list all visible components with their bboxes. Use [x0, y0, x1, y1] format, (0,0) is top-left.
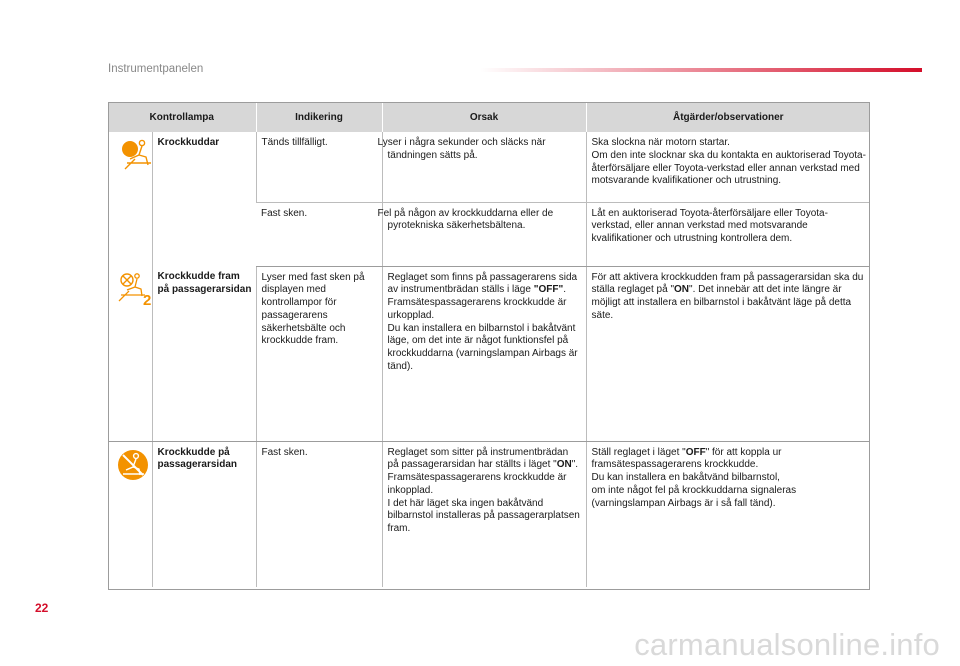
indication-cell: Lyser med fast sken på displayen med kontrollampor för passagerarens säkerhetsbälte och krockkudde fram. [256, 266, 382, 441]
action-text: ". Det innebär att det inte längre är möjligt att installera en bilbarnstol i bakåtvänt läge på detta säte. [591, 284, 852, 321]
indication-cell: Tänds tillfälligt. [256, 132, 382, 202]
cause-line: I det här läget ska ingen bakåtvänd bilbarnstol installeras på passagerarplatsen fram. [387, 497, 580, 535]
watermark: carmanualsonline.info [634, 627, 940, 662]
cause-cell: Fel på någon av krockkuddarna eller de pyrotekniska säkerhetsbältena. [382, 202, 586, 266]
action-line: Du kan installera en bakåtvänd bilbarnstol, [591, 472, 780, 484]
action-cell [586, 266, 870, 441]
passenger-airbag-off-icon [115, 271, 155, 307]
passenger-airbag-on-icon [115, 447, 155, 487]
table-row [108, 266, 870, 441]
warning-lamp-table [108, 102, 870, 587]
table-row [108, 132, 870, 202]
action-line: om inte något fel på krockkuddarna signaleras (varningslampan Airbags är i så fall tänd). [591, 484, 797, 509]
action-line: Ska slockna när motorn startar. [591, 137, 730, 148]
action-cell [586, 441, 870, 587]
indication-cell: Fast sken. [256, 441, 382, 587]
cause-line: Du kan installera en bilbarnstol i bakåtvänt läge, om det inte är något funktionsfel på krockkuddarna (varningslampan Airbags är tänd). [387, 322, 578, 373]
action-text: För att aktivera krockkudden fram på passagerarsidan ska du ställa reglaget på " [591, 271, 864, 296]
airbag-warning-icon [115, 137, 155, 173]
cause-text: Reglaget som finns på passagerarens sida av instrumentbrädan ställs i läge [387, 271, 578, 296]
page-number: 22 [35, 601, 49, 615]
col-header-indication: Indikering [256, 102, 382, 132]
lamp-name: Krockkudde på passagerarsidan [152, 441, 256, 587]
action-line: Om den inte slocknar ska du kontakta en auktoriserad Toyota-återförsäljare eller Toyota-verkstad eller annan verkstad med motsvarande kvalifikationer och utrustning. [591, 149, 866, 187]
lamp-icon-cell [108, 441, 152, 587]
action-text: Ställ reglaget i läget " [591, 446, 686, 458]
section-title: Instrumentpanelen [108, 63, 204, 75]
cause-text: . [563, 284, 566, 296]
col-header-cause: Orsak [382, 102, 586, 132]
cause-switch-state: "OFF" [533, 284, 564, 296]
col-header-action: Åtgärder/observationer [586, 102, 870, 132]
action-text: " för att koppla ur framsätespassagerarens krockkudde. [591, 446, 782, 471]
cause-switch-state: ON [556, 459, 572, 471]
cause-cell [382, 441, 586, 587]
action-switch-state: OFF [685, 446, 706, 458]
lamp-name: Krockkuddar [152, 132, 256, 266]
cause-text: ". [571, 459, 579, 471]
action-cell [586, 132, 870, 202]
action-cell: Låt en auktoriserad Toyota-återförsäljare eller Toyota-verkstad, eller annan verkstad med motsvarande kvalifikationer och utrustning kontrollera dem. [586, 202, 870, 266]
table-header-row [108, 102, 870, 132]
lamp-icon-cell [108, 132, 152, 266]
svg-text:2: 2 [143, 292, 152, 307]
col-header-lamp: Kontrollampa [108, 102, 256, 132]
table-row [108, 441, 870, 587]
indication-cell: Fast sken. [256, 202, 382, 266]
lamp-name: Krockkudde fram på passagerarsidan [152, 266, 256, 441]
header-accent-bar [480, 68, 922, 72]
cause-line: Framsätespassagerarens krockkudde är inkopplad. [387, 472, 567, 496]
cause-text: Reglaget som sitter på instrumentbrädan på passagerarsidan har ställts i läget " [387, 446, 569, 471]
cause-cell: Lyser i några sekunder och släcks när tändningen sätts på. [382, 132, 586, 202]
action-switch-state: ON [674, 284, 690, 296]
cause-line: Framsätespassagerarens krockkudde är urkopplad. [387, 297, 567, 321]
cause-cell [382, 266, 586, 441]
lamp-icon-cell [108, 266, 152, 441]
